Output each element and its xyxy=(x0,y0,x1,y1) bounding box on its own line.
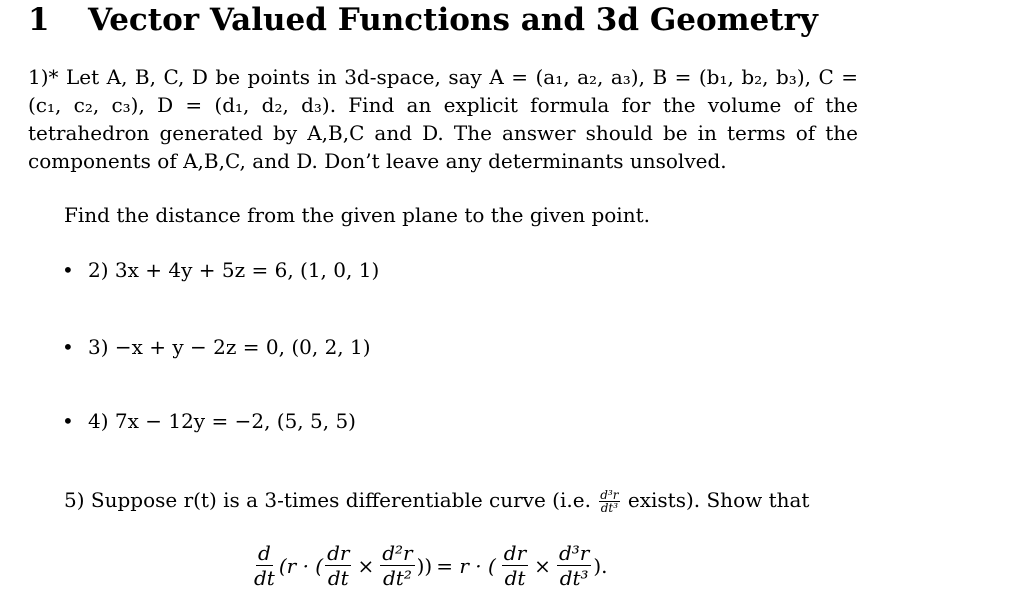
section-number: 1 xyxy=(28,2,50,38)
problem-4-text: 4) 7x − 12y = −2, (5, 5, 5) xyxy=(88,409,356,433)
third-derivative-fraction xyxy=(557,542,591,589)
second-derivative-fraction xyxy=(380,542,414,589)
problem-3 xyxy=(62,335,371,359)
first-derivative-fraction xyxy=(502,542,528,589)
section-heading xyxy=(28,2,818,38)
fraction-numerator: d³r xyxy=(600,488,619,502)
third-derivative-fraction xyxy=(599,489,619,514)
problem-1-line: 1)* Let A, B, C, D be points in 3d-space, say A = (a₁, a₂, a₃), B = (b₁, b₂, b₃), C = xyxy=(28,65,858,89)
problem-3-text: 3) −x + y − 2z = 0, (0, 2, 1) xyxy=(88,335,371,359)
first-derivative-fraction xyxy=(325,542,351,589)
derivative-operator-fraction xyxy=(252,542,277,589)
display-equation xyxy=(250,542,608,589)
problem-2 xyxy=(62,258,379,282)
equation-lhs-close: )) xyxy=(416,553,433,578)
problem-4 xyxy=(62,409,356,433)
fraction-numerator: dr xyxy=(327,541,350,565)
fraction-denominator: dt³ xyxy=(600,501,619,515)
fraction-denominator: dt xyxy=(327,566,349,590)
problem-5 xyxy=(64,488,809,514)
bullet-icon: • xyxy=(62,258,74,282)
problem-1-line: (c₁, c₂, c₃), D = (d₁, d₂, d₃). Find an explicit formula for the volume of the xyxy=(28,93,858,117)
equation-lhs-open: (r · ( xyxy=(278,553,324,578)
problem-5-text-after: exists). Show that xyxy=(627,488,810,512)
equation-equals: = r · ( xyxy=(436,553,496,578)
problem-1 xyxy=(28,63,858,175)
problem-1-line: components of A,B,C, and D. Don’t leave any determinants unsolved. xyxy=(28,149,727,173)
bullet-icon: • xyxy=(62,409,74,433)
fraction-denominator: dt² xyxy=(383,566,412,590)
fraction-denominator: dt xyxy=(254,566,275,590)
fraction-numerator: d²r xyxy=(382,541,413,565)
equation-rhs-close: ). xyxy=(593,553,608,578)
fraction-numerator: d xyxy=(258,541,271,565)
bullet-icon: • xyxy=(62,335,74,359)
cross-product-symbol: × xyxy=(357,553,375,578)
fraction-numerator: d³r xyxy=(558,541,590,565)
problem-5-text-before: 5) Suppose r(t) is a 3-times differentiable curve (i.e. xyxy=(64,488,591,512)
cross-product-symbol: × xyxy=(534,553,551,578)
problem-2-text: 2) 3x + 4y + 5z = 6, (1, 0, 1) xyxy=(88,258,380,282)
fraction-numerator: dr xyxy=(503,541,527,565)
fraction-denominator: dt xyxy=(504,566,526,590)
section-title: Vector Valued Functions and 3d Geometry xyxy=(88,2,818,38)
problem-1-line: tetrahedron generated by A,B,C and D. The answer should be in terms of the xyxy=(28,121,858,145)
fraction-denominator: dt³ xyxy=(559,566,589,590)
distance-prompt: Find the distance from the given plane to the given point. xyxy=(64,203,650,227)
